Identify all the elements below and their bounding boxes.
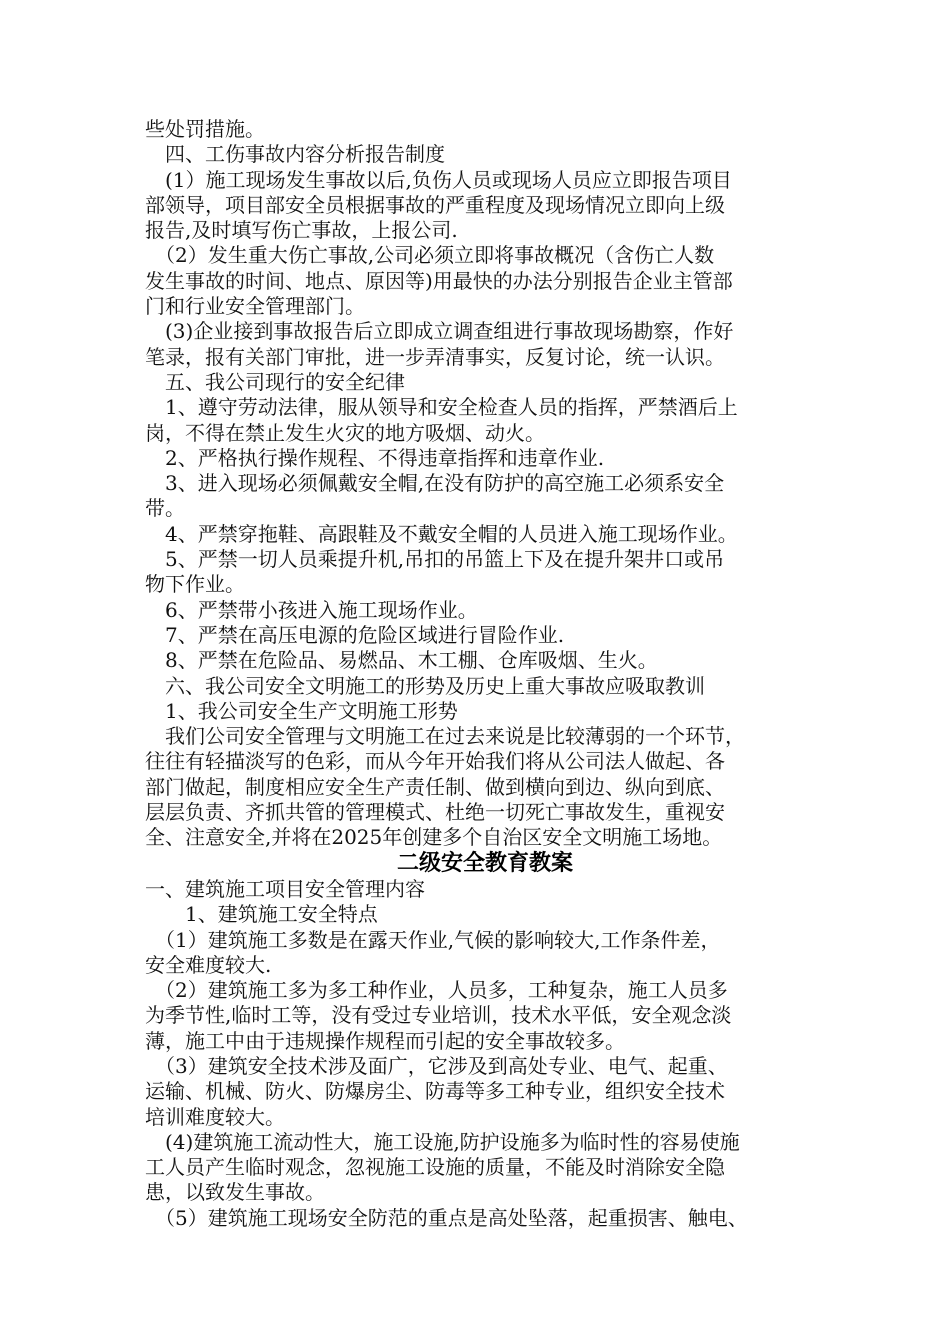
text-line: 一、建筑施工项目安全管理内容 <box>145 876 425 901</box>
text-line: (1）施工现场发生事故以后,负伤人员或现场人员应立即报告项目 <box>145 167 732 192</box>
text-line: 7、严禁在高压电源的危险区域进行冒险作业. <box>145 622 565 647</box>
text-line: 1、遵守劳动法律，服从领导和安全检查人员的指挥，严禁酒后上 <box>145 395 738 420</box>
text-line: 我们公司安全管理与文明施工在过去来说是比较薄弱的一个环节， <box>145 724 745 749</box>
text-line: 部门做起，制度相应安全生产责任制、做到横向到边、纵向到底、 <box>145 774 725 799</box>
text-line: 1、建筑施工安全特点 <box>145 902 378 927</box>
text-line: (3)企业接到事故报告后立即成立调查组进行事故现场勘察，作好 <box>145 319 734 344</box>
text-line: 工人员产生临时观念，忽视施工设施的质量，不能及时消除安全隐 <box>145 1155 725 1180</box>
text-line: 8、严禁在危险品、易燃品、木工棚、仓库吸烟、生火。 <box>145 648 658 673</box>
document-page <box>145 117 825 1231</box>
text-line: 培训难度较大。 <box>145 1104 285 1129</box>
text-line: （1）建筑施工多数是在露天作业,气候的影响较大,工作条件差， <box>145 927 721 952</box>
text-line: 运输、机械、防火、防爆房尘、防毒等多工种专业，组织安全技术 <box>145 1079 725 1104</box>
text-line: （5）建筑施工现场安全防范的重点是高处坠落，起重损害、触电、 <box>145 1205 748 1230</box>
text-line: 发生事故的时间、地点、原因等)用最快的办法分别报告企业主管部 <box>145 268 733 293</box>
text-line: 六、我公司安全文明施工的形势及历史上重大事故应吸取教训 <box>145 673 705 698</box>
text-line: 门和行业安全管理部门。 <box>145 294 365 319</box>
text-line: 报告,及时填写伤亡事故，上报公司. <box>145 218 458 243</box>
text-line: 些处罚措施。 <box>145 117 265 141</box>
text-line: 4、严禁穿拖鞋、高跟鞋及不戴安全帽的人员进入施工现场作业。 <box>145 521 738 546</box>
text-line: 为季节性,临时工等，没有受过专业培训，技术水平低，安全观念淡 <box>145 1003 732 1028</box>
text-line: 1、我公司安全生产文明施工形势 <box>145 698 458 723</box>
text-line: 笔录，报有关部门审批，进一步弄清事实，反复讨论，统一认识。 <box>145 344 725 369</box>
text-line: 安全难度较大. <box>145 952 272 977</box>
text-line: 部领导，项目部安全员根据事故的严重程度及现场情况立即向上级 <box>145 192 725 217</box>
text-line: 2、严格执行操作规程、不得违章指挥和违章作业. <box>145 445 605 470</box>
text-line: 往往有轻描淡写的色彩，而从今年开始我们将从公司法人做起、各 <box>145 749 725 774</box>
text-line: （2）发生重大伤亡事故,公司必须立即将事故概况（含伤亡人数 <box>145 243 715 268</box>
top-section <box>145 117 825 851</box>
text-line: 6、严禁带小孩进入施工现场作业。 <box>145 597 478 622</box>
document-title: 二级安全教育教案 <box>396 850 573 876</box>
bottom-section <box>145 877 825 1231</box>
text-line: (4)建筑施工流动性大，施工设施,防护设施多为临时性的容易使施 <box>145 1129 740 1154</box>
text-line: （3）建筑安全技术涉及面广，它涉及到高处专业、电气、起重、 <box>145 1053 728 1078</box>
text-line: 全、注意安全,并将在2025年创建多个自治区安全文明施工场地。 <box>145 825 723 850</box>
text-line: 3、进入现场必须佩戴安全帽,在没有防护的高空施工必须系安全 <box>145 471 725 496</box>
text-line: 5、严禁一切人员乘提升机,吊扣的吊篮上下及在提升架井口或吊 <box>145 547 725 572</box>
text-line: （2）建筑施工多为多工种作业，人员多，工种复杂，施工人员多 <box>145 978 728 1003</box>
text-line: 薄，施工中由于违规操作规程而引起的安全事故较多。 <box>145 1028 625 1053</box>
text-line: 物下作业。 <box>145 572 245 597</box>
text-line: 岗，不得在禁止发生火灾的地方吸烟、动火。 <box>145 420 545 445</box>
text-line: 带。 <box>145 496 185 521</box>
text-line: 层层负责、齐抓共管的管理模式、杜绝一切死亡事故发生，重视安 <box>145 800 725 825</box>
text-line: 患，以致发生事故。 <box>145 1180 325 1205</box>
text-line: 五、我公司现行的安全纪律 <box>145 369 405 394</box>
text-line: 四、工伤事故内容分析报告制度 <box>145 142 445 167</box>
